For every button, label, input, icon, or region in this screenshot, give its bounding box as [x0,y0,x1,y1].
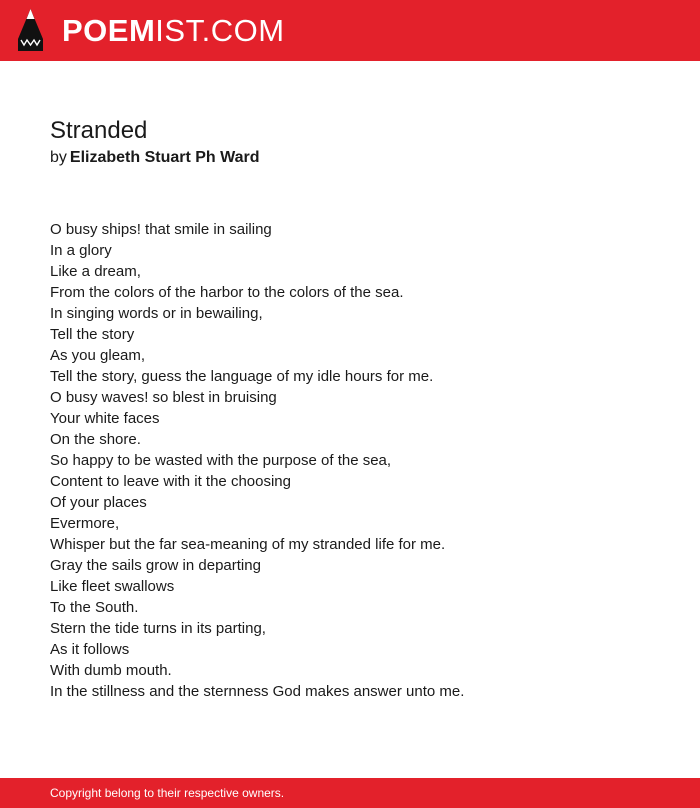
poem-line: Whisper but the far sea-meaning of my stranded life for me. [50,536,446,553]
poem-line: Like a dream, [50,263,141,280]
copyright-text: Copyright belong to their respective owners. [50,786,285,800]
poem-line: In singing words or in bewailing, [50,305,263,322]
poem-line: O busy ships! that smile in sailing [50,221,272,238]
poem-header [50,116,670,169]
pencil-icon[interactable] [18,9,43,51]
poem-line: Tell the story [50,326,135,343]
by-label: by [50,149,67,166]
poem-line: Stern the tide turns in its parting, [50,620,266,637]
poem-line: Of your places [50,494,147,511]
poem-line: Your white faces [50,410,160,427]
byline [50,147,670,169]
poem-line: Tell the story, guess the language of my idle hours for me. [50,368,434,385]
poem-line: With dumb mouth. [50,662,172,679]
brand-bold: POEM [62,13,156,48]
poem-line: From the colors of the harbor to the colors of the sea. [50,284,404,301]
poem-line: Content to leave with it the choosing [50,473,291,490]
author-name: Elizabeth Stuart Ph Ward [69,149,260,166]
poem-line: As it follows [50,641,130,658]
poem-line: O busy waves! so blest in bruising [50,389,277,406]
site-footer [0,778,700,808]
brand-light: IST.COM [155,13,285,48]
poem-line: On the shore. [50,431,141,448]
poem-line: In a glory [50,242,112,259]
poem-line: In the stillness and the sternness God makes answer unto me. [50,683,465,700]
poem-line: Like fleet swallows [50,578,175,595]
site-logo-link[interactable] [62,11,285,51]
poem-title: Stranded [50,117,148,144]
poem-line: To the South. [50,599,139,616]
poem-line: As you gleam, [50,347,146,364]
poem-line: So happy to be wasted with the purpose of the sea, [50,452,392,469]
poem-line: Gray the sails grow in departing [50,557,261,574]
poem-body [50,219,670,702]
site-header [0,0,700,61]
poem-line: Evermore, [50,515,120,532]
